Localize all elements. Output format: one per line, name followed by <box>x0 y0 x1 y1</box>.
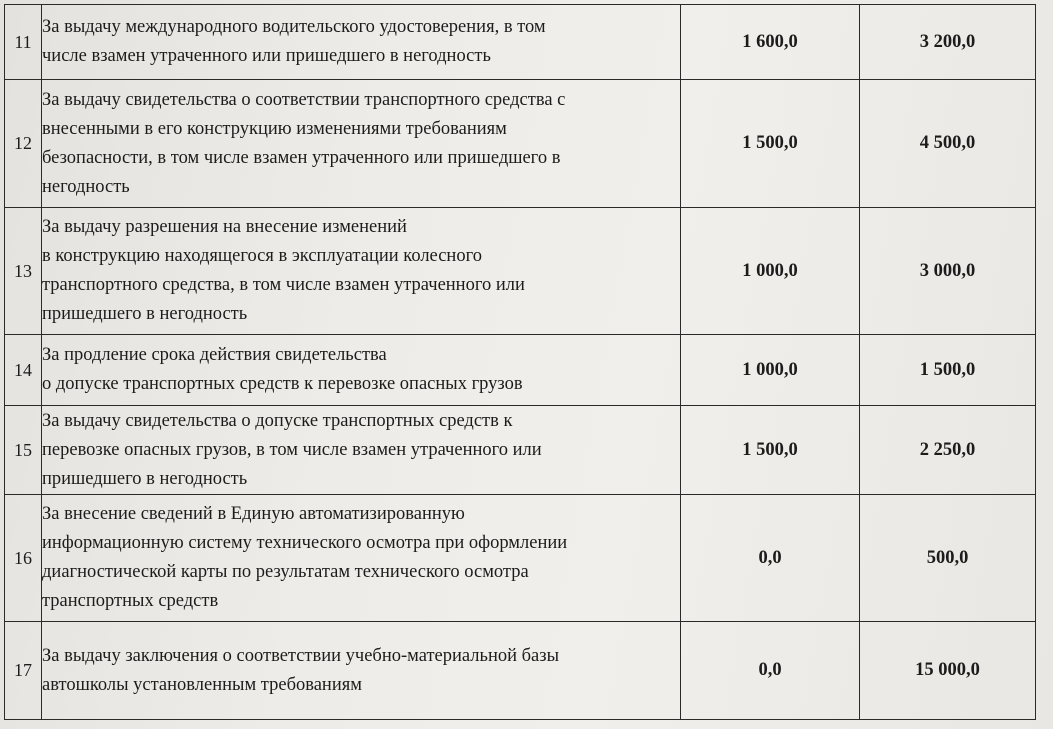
row-number: 15 <box>5 406 42 495</box>
fee-value-1: 1 600,0 <box>681 5 860 80</box>
description-line: информационную систему технического осмотра при оформлении <box>42 533 568 553</box>
table-row <box>5 208 1036 335</box>
row-number: 11 <box>5 5 42 80</box>
table-row <box>5 335 1036 406</box>
description-line: в конструкцию находящегося в эксплуатации колесного <box>42 246 482 266</box>
fee-value-2: 500,0 <box>860 495 1036 622</box>
description-line: безопасности, в том числе взамен утраченного или пришедшего в <box>42 147 561 168</box>
description-line: о допуске транспортных средств к перевозке опасных грузов <box>42 374 523 394</box>
row-number: 14 <box>5 335 42 406</box>
fee-value-1: 1 500,0 <box>681 406 860 495</box>
table-row <box>5 80 1036 208</box>
service-description <box>42 495 681 622</box>
description-line: диагностической карты по результатам технического осмотра <box>42 562 529 582</box>
service-description <box>42 5 681 80</box>
fee-value-2: 1 500,0 <box>860 335 1036 406</box>
description-line: внесенными в его конструкцию изменениями требованиям <box>42 118 507 139</box>
service-description <box>42 622 681 720</box>
fee-value-1: 1 000,0 <box>681 335 860 406</box>
row-number: 16 <box>5 495 42 622</box>
description-line: пришедшего в негодность <box>42 468 248 489</box>
fee-value-1: 1 500,0 <box>681 80 860 208</box>
description-line: За выдачу свидетельства о допуске транспортных средств к <box>42 410 513 431</box>
fee-value-1: 1 000,0 <box>681 208 860 335</box>
description-line: пришедшего в негодность <box>42 304 248 324</box>
fee-value-2: 3 000,0 <box>860 208 1036 335</box>
table-row <box>5 622 1036 720</box>
row-number: 17 <box>5 622 42 720</box>
fee-value-2: 2 250,0 <box>860 406 1036 495</box>
description-line: За выдачу заключения о соответствии учебно-материальной базы <box>42 645 559 666</box>
description-line: За внесение сведений в Единую автоматизированную <box>42 504 465 524</box>
description-line: За выдачу свидетельства о соответствии транспортного средства с <box>42 89 566 110</box>
fee-value-2: 4 500,0 <box>860 80 1036 208</box>
table-row <box>5 495 1036 622</box>
description-line: транспортных средств <box>42 591 219 611</box>
table-row <box>5 5 1036 80</box>
description-line: За выдачу международного водительского удостоверения, в том <box>42 17 546 37</box>
description-line: числе взамен утраченного или пришедшего в негодность <box>42 46 491 66</box>
description-line: негодность <box>42 176 130 197</box>
fee-value-1: 0,0 <box>681 622 860 720</box>
row-number: 13 <box>5 208 42 335</box>
description-line: За продление срока действия свидетельства <box>42 345 387 365</box>
fee-value-2: 3 200,0 <box>860 5 1036 80</box>
service-description <box>42 335 681 406</box>
description-line: перевозке опасных грузов, в том числе взамен утраченного или <box>42 439 542 460</box>
description-line: автошколы установленным требованиям <box>42 674 362 695</box>
fee-table <box>4 4 1036 720</box>
description-line: транспортного средства, в том числе взамен утраченного или <box>42 275 525 295</box>
fee-value-1: 0,0 <box>681 495 860 622</box>
service-description <box>42 208 681 335</box>
table-row <box>5 406 1036 495</box>
service-description <box>42 406 681 495</box>
description-line: За выдачу разрешения на внесение изменений <box>42 217 407 237</box>
fee-value-2: 15 000,0 <box>860 622 1036 720</box>
row-number: 12 <box>5 80 42 208</box>
service-description <box>42 80 681 208</box>
